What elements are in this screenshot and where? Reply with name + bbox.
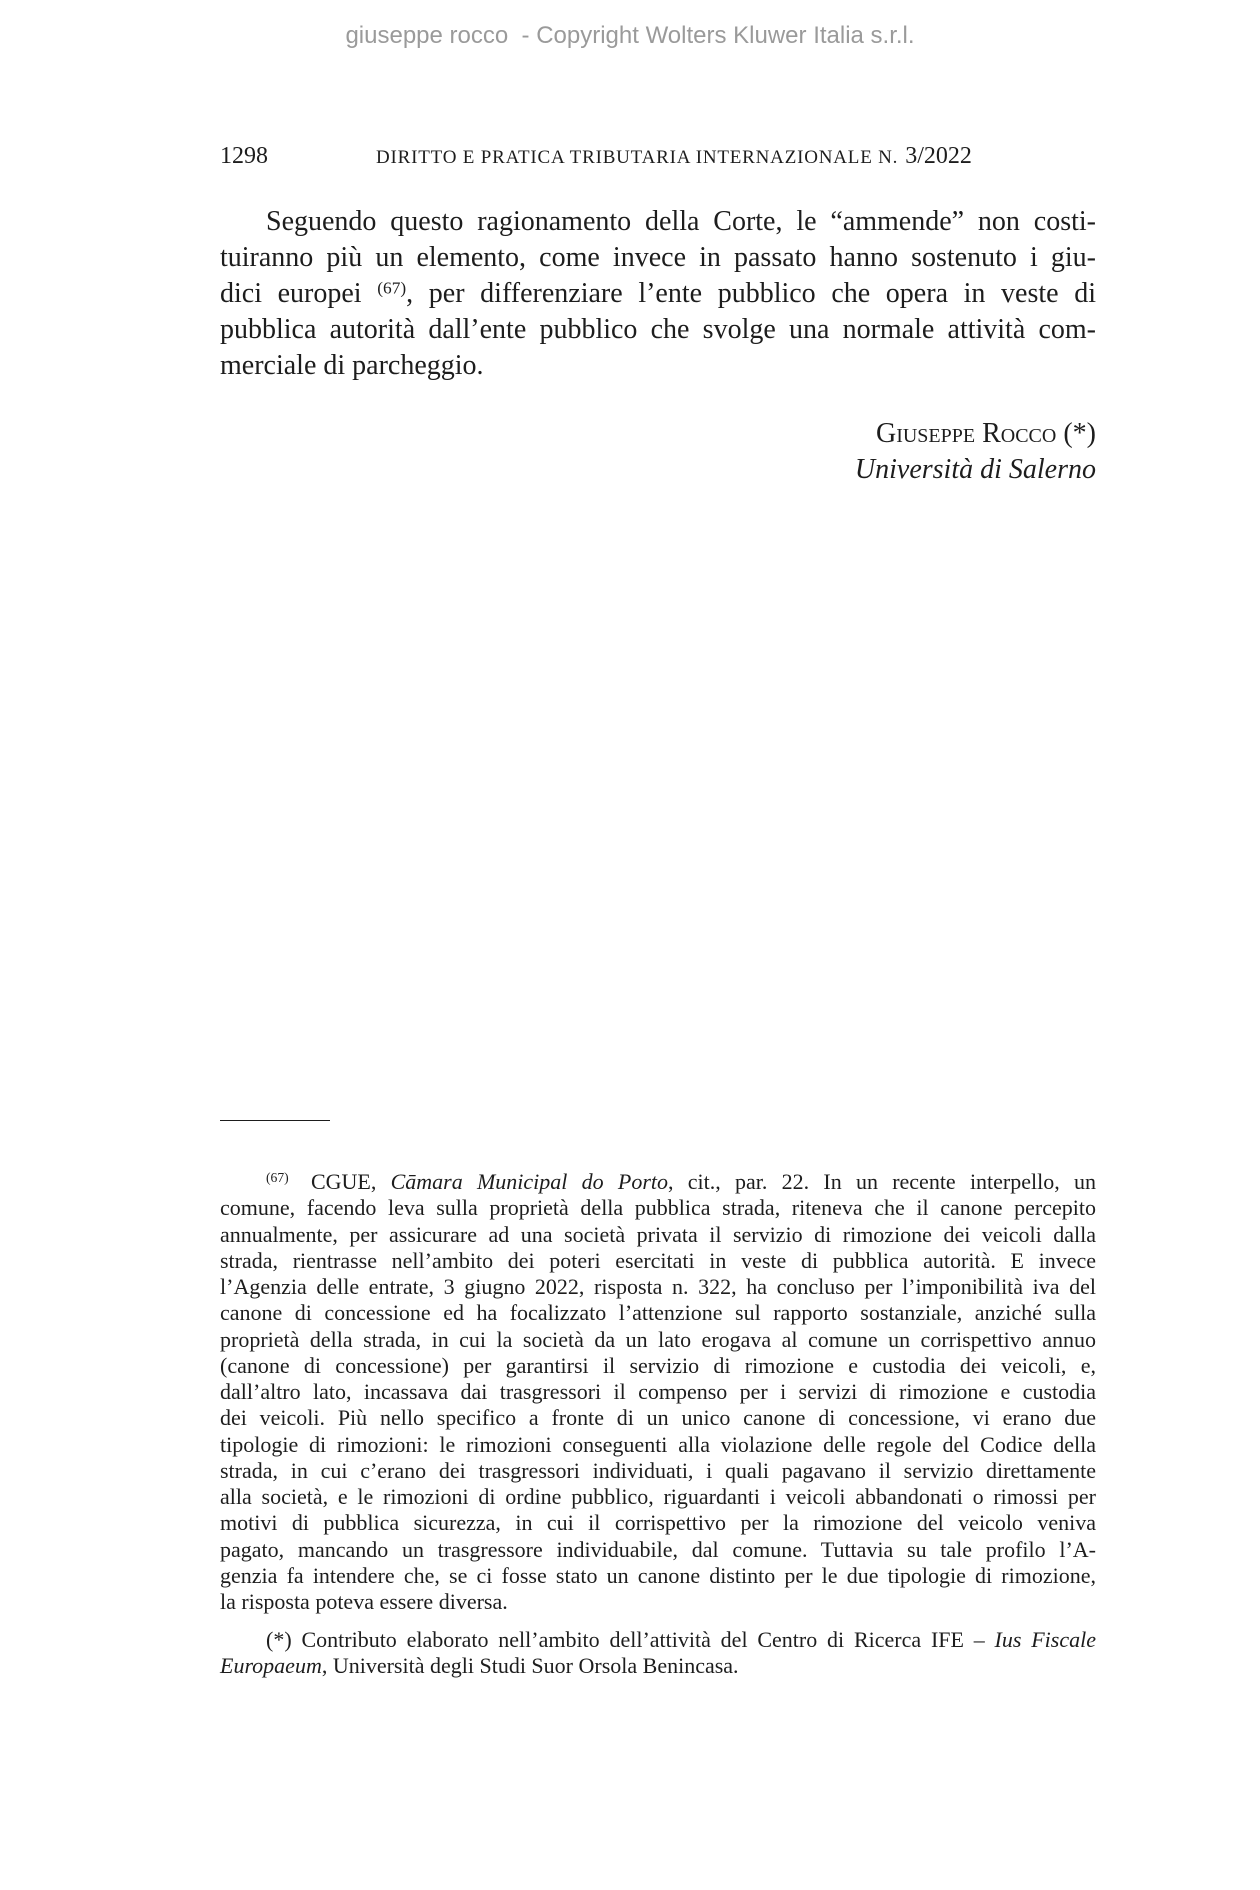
footnote-case-title: Cāmara Municipal do Porto <box>390 1169 669 1194</box>
footnote-text: Contributo elaborato nell’ambito dell’attività del Centro di Ricerca IFE – <box>301 1627 995 1652</box>
footnote-line: l’Agenzia delle entrate, 3 giugno 2022, risposta n. 322, ha concluso per l’imponibilità iva del <box>220 1274 1096 1299</box>
body-line-text: , per differenziare l’ente pubblico che opera in veste di <box>406 278 1096 309</box>
body-line: pubblica autorità dall’ente pubblico che svolge una normale attività com- <box>220 314 1096 345</box>
footnote-line: motivi di pubblica sicurezza, in cui il corrispettivo per la rimozione del veicolo veniva <box>220 1510 1096 1536</box>
author-signature <box>220 416 1096 488</box>
footnote-separator <box>220 1120 330 1121</box>
footnote-line: comune, facendo leva sulla proprietà della pubblica strada, riteneva che il canone percepito <box>220 1195 1096 1221</box>
footnote-center-name: Ius Fiscale <box>994 1627 1096 1652</box>
footnote-reference: (67) <box>377 278 407 298</box>
author-affiliation: Università di Salerno <box>854 454 1096 485</box>
footnote-line: tipologie di rimozioni: le rimozioni conseguenti alla violazione delle regole del Codice della <box>220 1431 1096 1457</box>
footnote-text: , Università degli Studi Suor Orsola Benincasa. <box>321 1653 739 1679</box>
footnote-line: annualmente, per assicurare ad una società privata il servizio di rimozione dei veicoli dalla <box>220 1221 1096 1247</box>
body-line-text: dici europei <box>220 278 378 309</box>
footnote-line: la risposta poteva essere diversa. <box>220 1589 508 1614</box>
footnote-67 <box>220 1169 1096 1615</box>
body-paragraph <box>220 204 1096 384</box>
footnote-text: , cit., par. 22. In un recente interpello, un <box>668 1169 1097 1194</box>
body-line <box>220 276 1096 312</box>
body-line: tuiranno più un elemento, come invece in passato hanno sostenuto i giu- <box>220 242 1096 273</box>
footnote-line: canone di concessione ed ha focalizzato l’attenzione sul rapporto sostanziale, anziché sulla <box>220 1300 1096 1326</box>
footnote-line: dall’altro lato, incassava dai trasgressori il compenso per i servizi di rimozione e custodia <box>220 1379 1096 1404</box>
footnote-author <box>220 1627 1096 1680</box>
journal-issue: 3/2022 <box>905 143 972 169</box>
footnote-center-name: Europaeum <box>220 1653 322 1679</box>
footnote-line: alla società, e le rimozioni di ordine pubblico, riguardanti i veicoli abbandonati o rimossi per <box>220 1484 1096 1509</box>
footnote-line: (canone di concessione) per garantirsi il servizio di rimozione e custodia dei veicoli, e, <box>220 1352 1096 1378</box>
footnote-marker: (*) <box>266 1627 292 1652</box>
author-line <box>220 416 1096 452</box>
footnote-line <box>220 1169 1096 1195</box>
footnote-text: CGUE, <box>310 1169 391 1194</box>
body-line: Seguendo questo ragionamento della Corte, le “ammende” non costi- <box>266 206 1096 237</box>
footnote-line: strada, in cui c’erano dei trasgressori individuati, i quali pagavano il servizio direttamente <box>220 1457 1096 1483</box>
footnote-line <box>220 1653 1096 1679</box>
footnote-line: dei veicoli. Più nello specifico a fronte di un unico canone di concessione, vi erano due <box>220 1405 1096 1431</box>
copyright-watermark: giuseppe rocco - Copyright Wolters Kluwer Italia s.r.l. <box>345 22 915 49</box>
running-header <box>220 142 1096 170</box>
footnote-line: genzia fa intendere che, se ci fosse stato un canone distinto per le due tipologie di rimozione, <box>220 1562 1096 1588</box>
body-line: merciale di parcheggio. <box>220 350 484 381</box>
page-number: 1298 <box>220 143 268 169</box>
author-note-reference: (*) <box>1063 418 1096 449</box>
footnote-line <box>220 1627 1096 1653</box>
footnote-line: strada, rientrasse nell’ambito dei poteri esercitati in veste di pubblica autorità. E invece <box>220 1247 1096 1273</box>
footnote-number: (67) <box>266 1170 289 1186</box>
footnote-line: pagato, mancando un trasgressore individuabile, dal comune. Tuttavia su tale profilo l’A- <box>220 1536 1096 1562</box>
journal-title: DIRITTO E PRATICA TRIBUTARIA INTERNAZIONALE N. <box>376 147 899 168</box>
author-name: Giuseppe Rocco <box>875 418 1057 449</box>
footnote-line: proprietà della strada, in cui la società da un lato erogava al comune un corrispettivo annuo <box>220 1326 1096 1352</box>
